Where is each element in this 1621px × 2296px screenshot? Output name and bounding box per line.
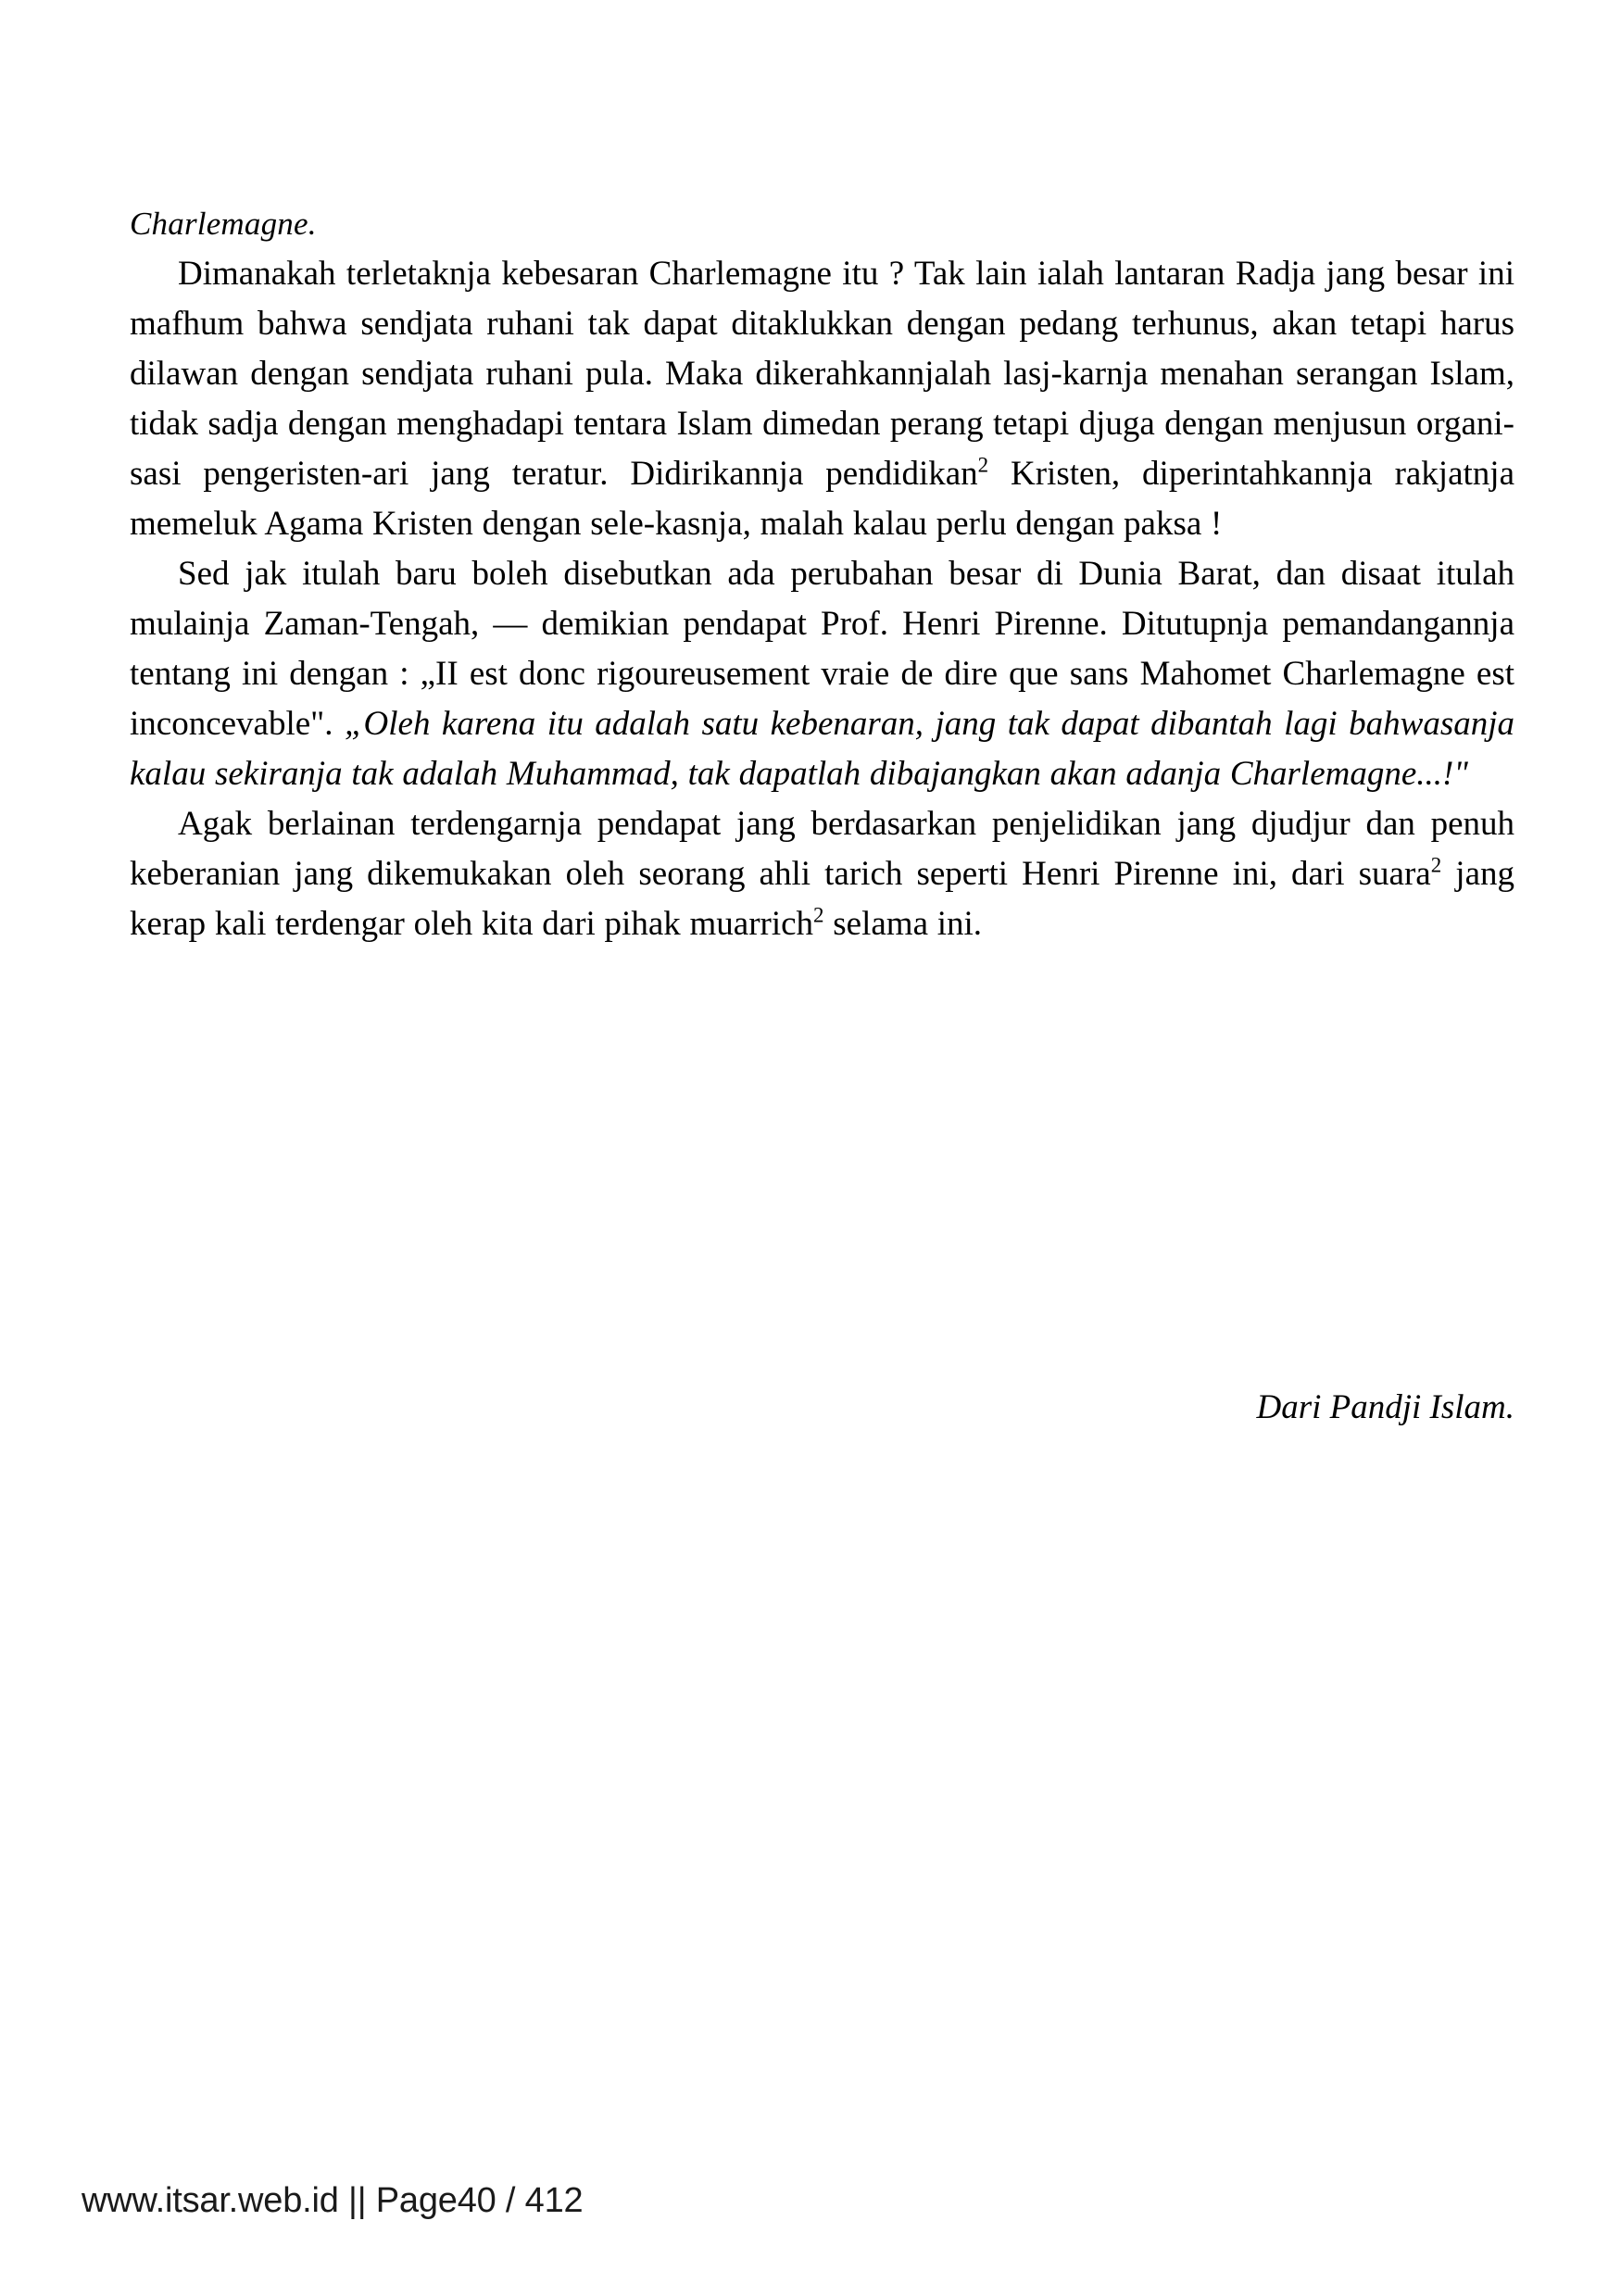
paragraph-3-text-b: jang kerap kali terdengar oleh kita dari pihak muarrich [130, 855, 1515, 943]
source-attribution: Dari Pandji Islam. [1256, 1388, 1514, 1426]
page-footer [82, 2181, 583, 2221]
paragraph-3-superscript-a: 2 [1430, 853, 1442, 877]
paragraph-3-text-a: Agak berlainan terdengarnja pendapat jang berdasarkan penjelidikan jang djudjur dan penuh keberanian jang dikemukakan oleh seorang ahli tarich seperti Henri Pirenne ini, dari suara [130, 805, 1514, 893]
footer-page-number: Page40 / 412 [375, 2181, 584, 2220]
paragraph-3-superscript-b: 2 [813, 903, 824, 927]
paragraph-1-text-b: Kristen, diperintahkannja rakjatnja memeluk Agama Kristen dengan sele-kasnja, malah kalau perlu dengan paksa ! [130, 455, 1514, 543]
page-text-body [130, 199, 1514, 949]
paragraph-2 [130, 549, 1514, 799]
paragraph-2-text-a: Sed jak itulah baru boleh disebutkan ada perubahan besar di Dunia Barat, dan disaat itulah mulainja Zaman-Tengah, — demikian pendapat Prof. Henri Pirenne. Ditutupnja pemandangannja tentang ini dengan : „II est donc rigoureusement vraie de dire que sans Mahomet Charlemagne est inconcevable". [130, 555, 1514, 743]
paragraph-1-superscript-a: 2 [977, 453, 989, 477]
section-heading: Charlemagne. [130, 206, 317, 242]
paragraph-2-quote: „Oleh karena itu adalah satu kebenaran, jang tak dapat dibantah lagi bahwasanja kalau sekiranja tak adalah Muhammad, tak dapatlah dibajangkan akan adanja Charlemagne...!" [130, 705, 1514, 793]
paragraph-3 [130, 799, 1514, 949]
paragraph-1 [130, 249, 1514, 549]
paragraph-3-text-c: selama ini. [823, 905, 983, 943]
paragraph-1-text-a: Dimanakah terletaknja kebesaran Charlemagne itu ? Tak lain ialah lantaran Radja jang besar ini mafhum bahwa sendjata ruhani tak dapat ditaklukkan dengan pedang terhunus, akan tetapi harus dilawan dengan sendjata ruhani pula. Maka dikerahkannjalah lasj-karnja menahan serangan Islam, tidak sadja dengan menghadapi tentara Islam dimedan perang tetapi djuga dengan menjusun organi-sasi pengeristen-ari jang teratur. Didirikannja pendidikan [130, 255, 1514, 493]
footer-site-label: www.itsar.web.id || [82, 2181, 376, 2220]
